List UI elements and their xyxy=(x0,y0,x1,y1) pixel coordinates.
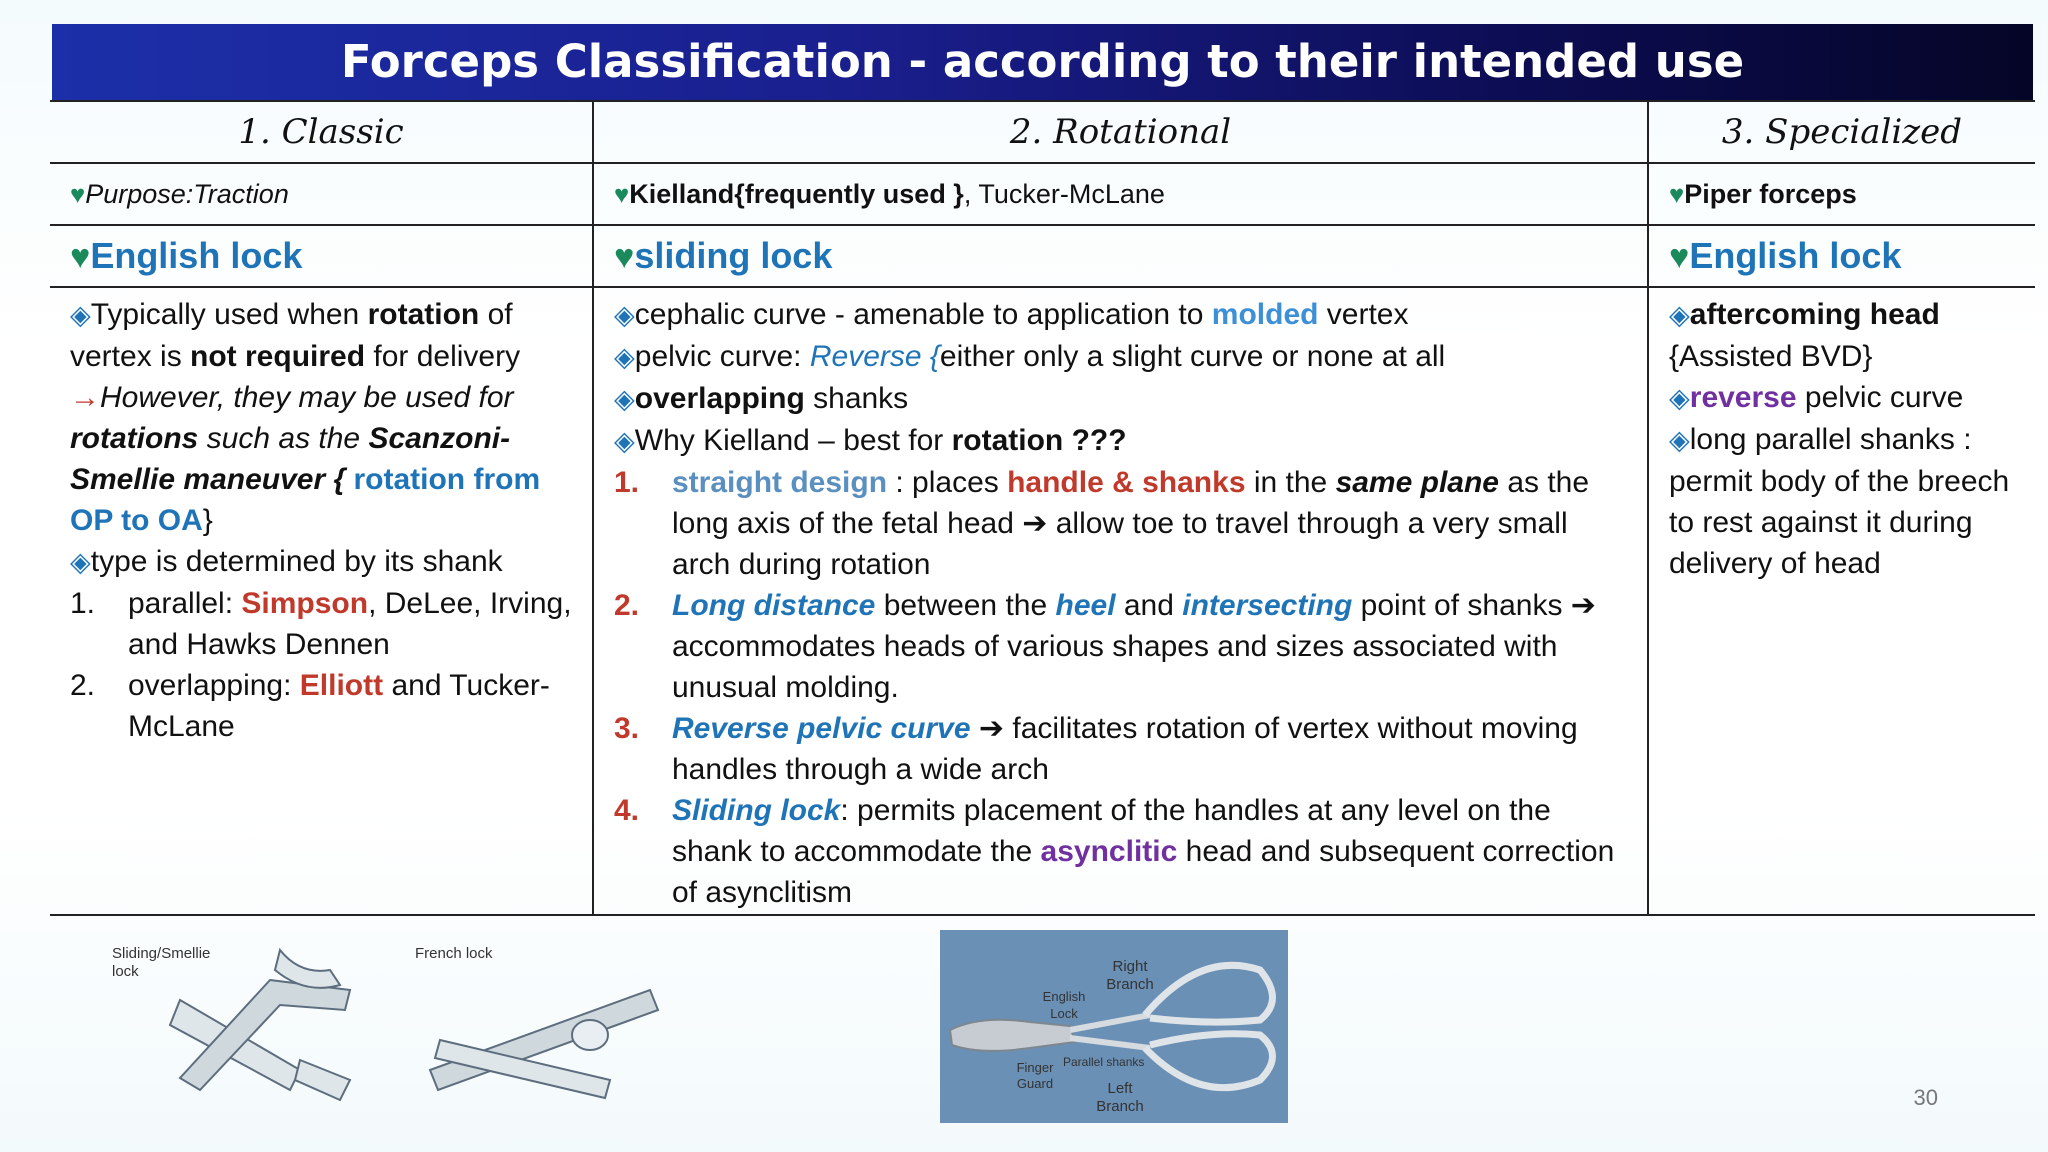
list-item: 2. Long distance between the heel and intersecting point of shanks ➔ accommodates heads of various shapes and sizes associated with unusual molding. xyxy=(614,589,1596,704)
details-row xyxy=(50,287,2035,915)
heart-icon: ♥ xyxy=(1669,180,1685,209)
rotational-line-4: ◈Why Kielland – best for rotation ??? xyxy=(614,424,1127,457)
slide-title: Forceps Classification - according to their intended use xyxy=(52,24,2033,100)
french-lock-caption: French lock xyxy=(415,945,493,962)
diamond-icon: ◈ xyxy=(614,426,635,456)
rotational-line-1: ◈cephalic curve - amenable to application to molded vertex xyxy=(614,298,1409,331)
rotational-line-3: ◈overlapping shanks xyxy=(614,382,909,415)
rotational-details xyxy=(593,287,1648,915)
header-row xyxy=(50,101,2035,163)
classic-purpose: ♥Purpose:Traction xyxy=(50,163,593,225)
col-header-rotational: 2. Rotational xyxy=(593,101,1648,163)
label-parallel-shanks: Parallel shanks xyxy=(1063,1055,1145,1069)
list-item: 1. straight design : places handle & shanks in the same plane as the long axis of the fetal head ➔ allow toe to travel through a very small arch during rotation xyxy=(614,466,1590,581)
classification-table xyxy=(50,100,2035,916)
diamond-icon: ◈ xyxy=(1669,300,1690,330)
rotational-line-2: ◈pelvic curve: Reverse {either only a slight curve or none at all xyxy=(614,340,1446,373)
lock-rotational: ♥sliding lock xyxy=(593,225,1648,287)
heart-icon: ♥ xyxy=(1669,238,1690,276)
classic-para-2: →However, they may be used for rotations such as the Scanzoni-Smellie maneuver { rotation from OP to OA} xyxy=(70,381,541,537)
page-number: 30 xyxy=(1913,1085,1938,1110)
diamond-icon: ◈ xyxy=(1669,383,1690,413)
label-english-lock: English Lock xyxy=(1042,989,1086,1021)
diamond-icon: ◈ xyxy=(614,384,635,414)
specialized-details xyxy=(1648,287,2035,915)
specialized-line-3: ◈long parallel shanks : permit body of the breech to rest against it during delivery of head xyxy=(1669,423,2010,580)
col-header-specialized: 3. Specialized xyxy=(1648,101,2035,163)
col-header-classic: 1. Classic xyxy=(50,101,593,163)
label-right-branch: Right Branch xyxy=(1106,958,1154,993)
examples-row xyxy=(50,163,2035,225)
list-item: 4. Sliding lock: permits placement of the handles at any level on the shank to accommodate the asynclitic head and subsequent correction of asynclitism xyxy=(614,794,1615,909)
arrow-icon: → xyxy=(70,381,100,414)
diamond-icon: ◈ xyxy=(1669,425,1690,455)
diamond-icon: ◈ xyxy=(614,342,635,372)
sliding-lock-caption: Sliding/Smellie lock xyxy=(112,945,211,980)
specialized-line-1b: {Assisted BVD} xyxy=(1669,340,1873,373)
heart-icon: ♥ xyxy=(70,238,91,276)
shank-type-list xyxy=(70,583,572,747)
classic-para-1: ◈Typically used when rotation of vertex is not required for delivery xyxy=(70,298,521,373)
diamond-icon: ◈ xyxy=(70,547,91,577)
diamond-icon: ◈ xyxy=(614,300,635,330)
french-lock-figure xyxy=(410,930,670,1110)
heart-icon: ♥ xyxy=(70,180,86,209)
label-left-branch: Left Branch xyxy=(1096,1080,1144,1115)
rotational-examples: ♥Kielland{frequently used }, Tucker-McLane xyxy=(593,163,1648,225)
lock-classic: ♥English lock xyxy=(50,225,593,287)
list-item: 1. parallel: Simpson, DeLee, Irving, and Hawks Dennen xyxy=(70,587,572,661)
list-item: 3. Reverse pelvic curve ➔ facilitates rotation of vertex without moving handles through a wide arch xyxy=(614,712,1578,786)
list-item: 2. overlapping: Elliott and Tucker-McLane xyxy=(70,669,550,743)
specialized-line-2: ◈reverse pelvic curve xyxy=(1669,381,1964,414)
kielland-reasons-list xyxy=(614,462,1627,913)
classic-para-3: ◈type is determined by its shank xyxy=(70,545,503,578)
classic-details xyxy=(50,287,593,915)
sliding-lock-figure xyxy=(100,930,380,1130)
heart-icon: ♥ xyxy=(614,180,630,209)
specialized-examples: ♥Piper forceps xyxy=(1648,163,2035,225)
diamond-icon: ◈ xyxy=(70,300,91,330)
label-finger-guard: Finger Guard xyxy=(1016,1060,1054,1091)
forceps-photo xyxy=(940,930,1288,1123)
heart-icon: ♥ xyxy=(614,238,635,276)
lock-specialized: ♥English lock xyxy=(1648,225,2035,287)
specialized-line-1: ◈aftercoming head xyxy=(1669,298,1940,331)
lock-row xyxy=(50,225,2035,287)
